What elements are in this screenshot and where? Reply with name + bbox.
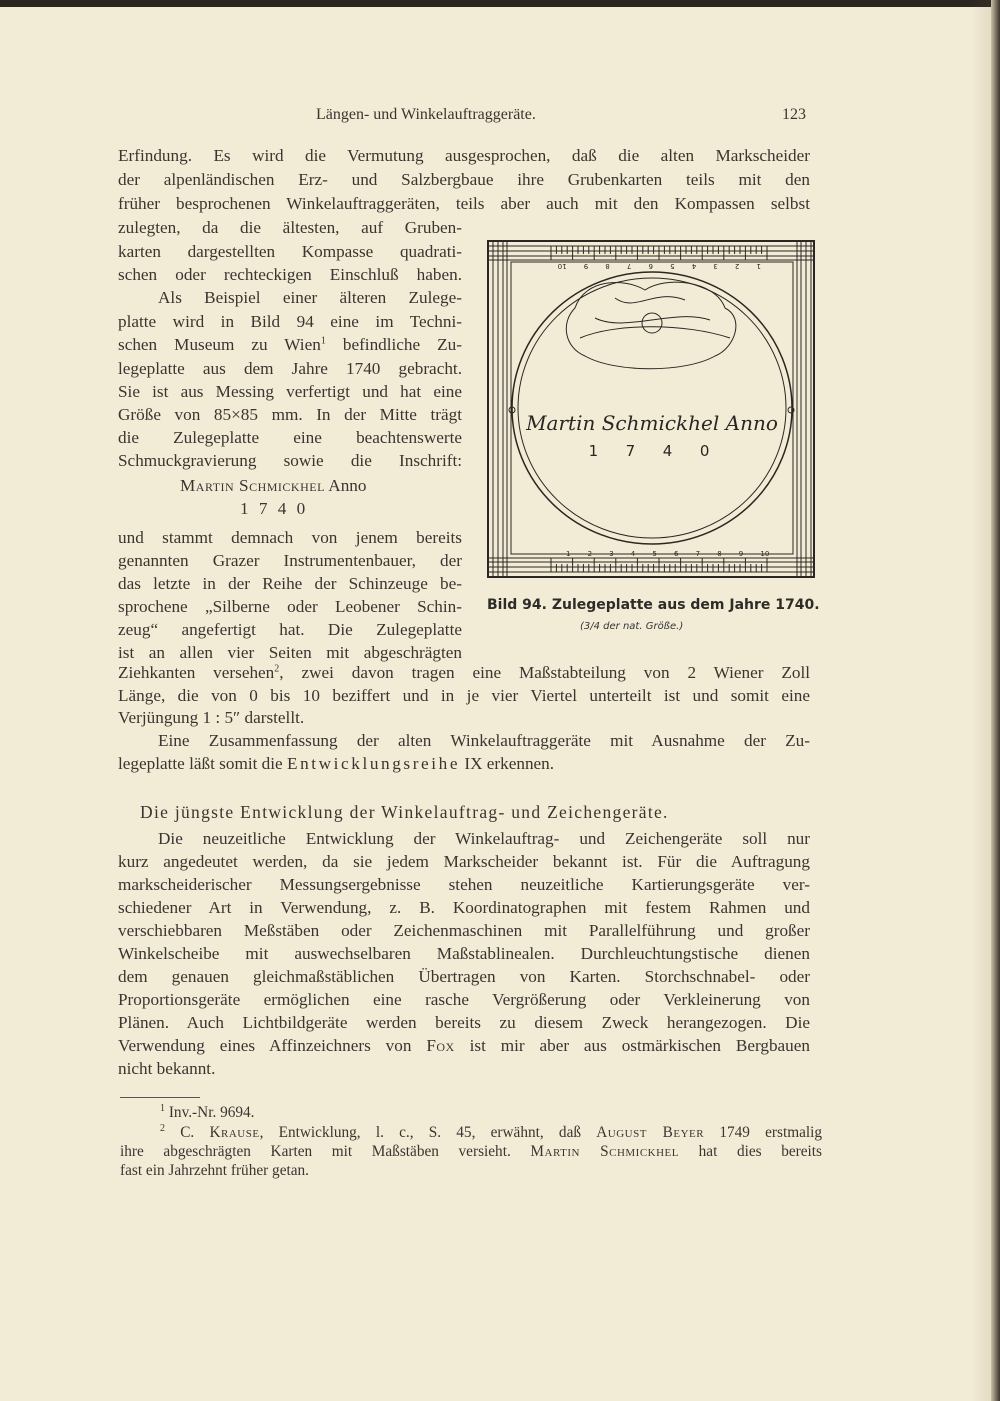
running-title: Längen- und Winkelauftraggeräte. bbox=[316, 106, 536, 123]
text-line: karten dargestellten Kompasse quadrati- bbox=[118, 242, 462, 261]
scale-number: 1 bbox=[756, 262, 761, 270]
text: legeplatte läßt somit die bbox=[118, 754, 283, 773]
footnote-1 bbox=[160, 1103, 862, 1122]
footnote-rule bbox=[120, 1097, 200, 1098]
text-line bbox=[118, 754, 810, 774]
plate-inner-border bbox=[511, 262, 793, 554]
text: befindliche Zu- bbox=[342, 335, 462, 354]
footnote-2-line bbox=[160, 1123, 822, 1142]
text: , zwei davon tragen eine Maßstabteilung von 2 Wiener Zoll bbox=[279, 663, 811, 682]
footnote-text: Inv.-Nr. 9694. bbox=[168, 1104, 255, 1121]
text-line: schen oder rechteckigen Einschluß haben. bbox=[118, 265, 462, 284]
scale-number: 9 bbox=[738, 550, 744, 558]
scale-number: 10 bbox=[760, 550, 770, 558]
scale-number: 10 bbox=[557, 262, 567, 270]
scale-number: 8 bbox=[717, 550, 722, 558]
text-line bbox=[118, 663, 810, 683]
text-line bbox=[118, 1036, 810, 1056]
scale-number: 5 bbox=[652, 550, 657, 558]
text-line: sprochene „Silberne oder Leobener Schin- bbox=[118, 597, 462, 616]
inscription-name: Martin Schmickhel bbox=[180, 476, 325, 495]
scan-right-edge bbox=[991, 0, 1000, 1401]
text-line: legeplatte aus dem Jahre 1740 gebracht. bbox=[118, 359, 462, 378]
text-line: kurz angedeutet werden, da sie jedem Markscheider bekannt ist. Für die Auftragung bbox=[118, 852, 810, 871]
scale-number: 3 bbox=[609, 550, 614, 558]
scale-number: 4 bbox=[630, 550, 636, 558]
scale-number: 7 bbox=[626, 262, 632, 270]
text-line: Winkelscheibe mit auswechselbaren Maßstablinealen. Durchleuchtungstische dienen bbox=[118, 944, 810, 963]
author-name: Martin Schmickhel bbox=[530, 1143, 679, 1160]
scale-number: 5 bbox=[670, 262, 675, 270]
footnote-2-line bbox=[120, 1142, 822, 1161]
text-line: Proportionsgeräte ermöglichen eine rasche Vergrößerung oder Verkleinerung von bbox=[118, 990, 810, 1009]
text-line: zeug“ angefertigt hat. Die Zulegeplatte bbox=[118, 620, 462, 639]
scale-number: 3 bbox=[713, 262, 718, 270]
text: ihre abgeschrägten Karten mit Maßstäben versieht. bbox=[120, 1143, 511, 1160]
text-line: schiedener Art in Verwendung, z. B. Koordinatographen mit festem Rahmen und bbox=[118, 898, 810, 917]
plate-ellipse-inner bbox=[518, 278, 786, 538]
scale-number: 8 bbox=[605, 262, 610, 270]
scale-number: 9 bbox=[583, 262, 589, 270]
text-line: und stammt demnach von jenem bereits bbox=[118, 528, 462, 547]
emphasis: Entwicklungsreihe bbox=[286, 754, 461, 773]
text-line: Als Beispiel einer älteren Zulege- bbox=[158, 288, 462, 307]
plate-year: 1 7 4 0 bbox=[588, 442, 716, 460]
text-line: Verjüngung 1 : 5″ darstellt. bbox=[118, 708, 305, 727]
scan-top-edge bbox=[0, 0, 1000, 7]
ornament-cloud bbox=[566, 282, 736, 369]
text: Verwendung eines Affinzeichners von bbox=[118, 1036, 412, 1055]
footnote-mark: 2 bbox=[160, 1122, 165, 1134]
text-line: die Zulegeplatte eine beachtenswerte bbox=[118, 428, 462, 447]
footnote-2-line: fast ein Jahrzehnt früher getan. bbox=[120, 1162, 310, 1179]
footnote-ref[interactable]: 2 bbox=[274, 663, 280, 675]
text-line: platte wird in Bild 94 eine im Techni- bbox=[118, 312, 462, 331]
text: hat dies bereits bbox=[698, 1143, 822, 1160]
figure-zulegeplatte bbox=[485, 238, 819, 582]
text-line: Länge, die von 0 bis 10 beziffert und in je vier Viertel unterteilt ist und somit eine bbox=[118, 686, 810, 705]
text-line: Die neuzeitliche Entwicklung der Winkelauftrag- und Zeichengeräte soll nur bbox=[158, 829, 810, 848]
text-line: ist an allen vier Seiten mit abgeschrägten bbox=[118, 643, 462, 662]
scale-number: 6 bbox=[648, 262, 653, 270]
footnote-ref[interactable]: 1 bbox=[320, 335, 326, 347]
author-name: August Beyer bbox=[596, 1124, 705, 1141]
page-number: 123 bbox=[782, 106, 806, 123]
text-line: verschiebbaren Meßstäben oder Zeichenmaschinen mit Parallelführung und großer bbox=[118, 921, 810, 940]
text: schen Museum zu Wien bbox=[118, 335, 321, 354]
text-line: das letzte in der Reihe der Schinzeuge be- bbox=[118, 574, 462, 593]
text-line: nicht bekannt. bbox=[118, 1059, 216, 1078]
text: IX erkennen. bbox=[464, 754, 555, 773]
scale-number: 7 bbox=[695, 550, 701, 558]
text-line: zulegten, da die ältesten, auf Gruben- bbox=[118, 218, 462, 237]
scale-number: 4 bbox=[691, 262, 697, 270]
text-line: Schmuckgravierung sowie die Inschrift: bbox=[118, 451, 462, 470]
plate-outline bbox=[488, 241, 814, 577]
text-line: Eine Zusammenfassung der alten Winkelauftraggeräte mit Ausnahme der Zu- bbox=[158, 731, 810, 750]
inscription-anno: Anno bbox=[328, 476, 367, 495]
author-name: Krause bbox=[209, 1124, 260, 1141]
plate-inscription: Martin Schmickhel Anno bbox=[526, 411, 778, 435]
inscription-year: 1 7 4 0 bbox=[240, 499, 306, 518]
text: C. bbox=[180, 1124, 195, 1141]
section-heading: Die jüngste Entwicklung der Winkelauftrag- und Zeichengeräte. bbox=[140, 802, 669, 822]
text-line: früher besprochenen Winkelauftraggeräten, teils aber auch mit den Kompassen selbst bbox=[118, 194, 810, 213]
text-line: Plänen. Auch Lichtbildgeräte werden bereits zu diesem Zweck herangezogen. Die bbox=[118, 1013, 810, 1032]
text-line: genannten Grazer Instrumentenbauer, der bbox=[118, 551, 462, 570]
figure-subcaption: (3/4 der nat. Größe.) bbox=[580, 621, 684, 632]
inscription-line bbox=[180, 476, 366, 496]
scale-number: 1 bbox=[566, 550, 571, 558]
text-line bbox=[118, 335, 462, 355]
page-gutter-shade bbox=[971, 0, 991, 1401]
ornament-scrolls bbox=[580, 297, 730, 338]
author-name: Fox bbox=[426, 1036, 455, 1055]
text: ist mir aber aus ostmärkischen Bergbauen bbox=[469, 1036, 810, 1055]
text-line: Sie ist aus Messing verfertigt und hat eine bbox=[118, 382, 462, 401]
text-line: Erfindung. Es wird die Vermutung ausgesprochen, daß die alten Markscheider bbox=[118, 146, 810, 165]
scale-number: 2 bbox=[734, 262, 740, 270]
figure-caption: Bild 94. Zulegeplatte aus dem Jahre 1740. bbox=[487, 597, 820, 613]
text: Ziehkanten versehen bbox=[118, 663, 275, 682]
text-line: der alpenländischen Erz- und Salzbergbaue ihre Grubenkarten teils mit den bbox=[118, 170, 810, 189]
footnote-mark: 1 bbox=[160, 1102, 165, 1114]
text-line: dem genauen gleichmaßstäblichen Übertragen von Karten. Storchschnabel- oder bbox=[118, 967, 810, 986]
scale-number: 2 bbox=[587, 550, 593, 558]
text: , Entwicklung, l. c., S. 45, erwähnt, daß bbox=[259, 1124, 582, 1141]
scale-number: 6 bbox=[674, 550, 679, 558]
text: 1749 erstmalig bbox=[719, 1124, 823, 1141]
text-line: Größe von 85×85 mm. In der Mitte trägt bbox=[118, 405, 462, 424]
ornament-rosette bbox=[642, 313, 662, 333]
text-line: markscheiderischer Messungsergebnisse stehen neuzeitliche Kartierungsgeräte ver- bbox=[118, 875, 810, 894]
